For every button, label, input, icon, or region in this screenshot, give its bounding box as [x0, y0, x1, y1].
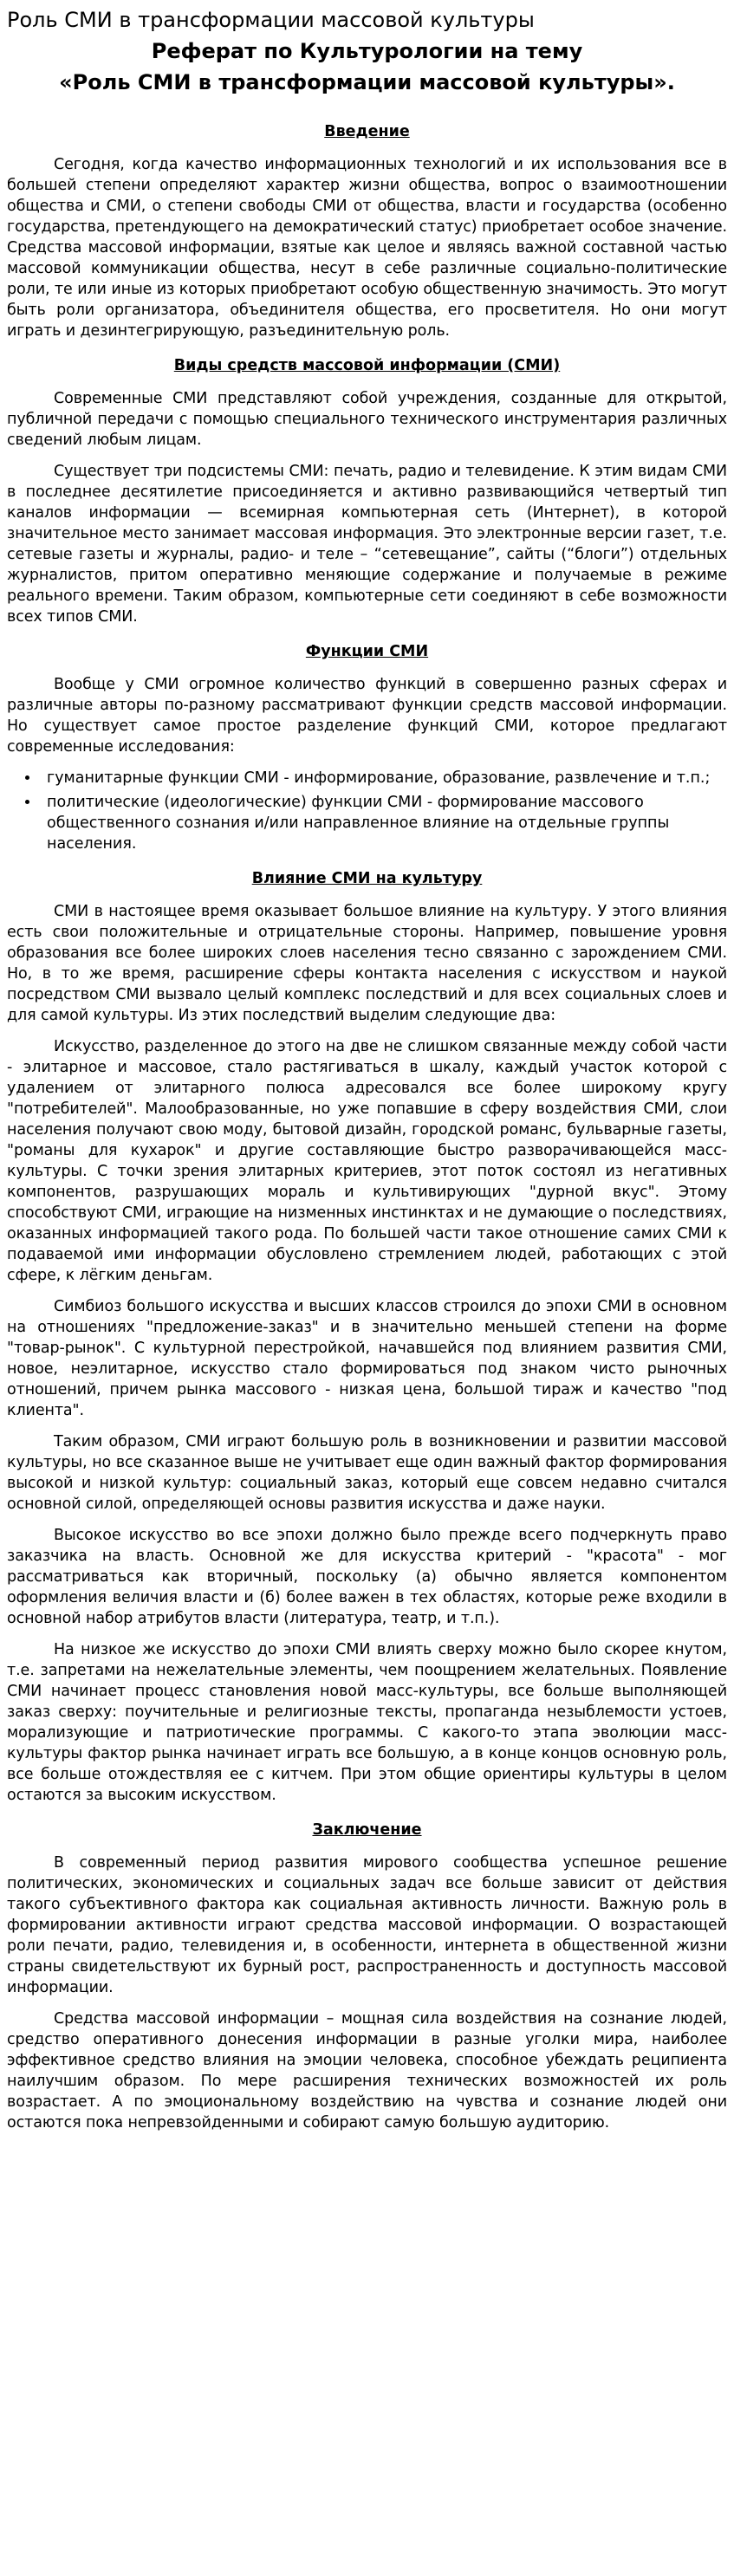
- essay-heading: Реферат по Культурологии на тему: [151, 39, 583, 63]
- list-item: • политические (идеологические) функции СМИ - формирование массового общественного сознания и/или направленное влияние на отдельные группы населения.: [40, 792, 727, 854]
- paragraph: Симбиоз большого искусства и высших классов строился до эпохи СМИ в основном на отношениях "предложение-заказ" и в значительно меньшей степени на форме "товар-рынок". С культурной перестройкой, начавшейся под влиянием развития СМИ, новое, неэлитарное, искусство стало формироваться под знаком чисто рыночных отношений, причем рынка массового - низкая цена, большой тираж и качество "под клиента".: [7, 1298, 727, 1419]
- paragraph: Существует три подсистемы СМИ: печать, радио и телевидение. К этим видам СМИ в последнее десятилетие присоединяется и активно развивающийся четвертый тип каналов информации — всемирная компьютерная сеть (Интернет), в которой значительное место занимает массовая информация. Это электронные версии газет, т.е. сетевые газеты и журналы, радио- и теле – “сетевещание”, сайты (“блоги”) отдельных журналистов, притом оперативно меняющие содержание и получаемые в режиме реального времени. Таким образом, компьютерные сети соединяют в себе возможности всех типов СМИ.: [7, 463, 727, 626]
- section-influence: [7, 868, 727, 1806]
- paragraph: Средства массовой информации – мощная сила воздействия на сознание людей, средство оперативного донесения информации в разные уголки мира, наиболее эффективное средство влияния на эмоции человека, способное убеждать реципиента наилучшим образом. По мере расширения технических возможностей их роль возрастает. А по эмоциональному воздействию на чувства и сознание людей они остаются пока непревзойденными и собирают самую большую аудиторию.: [7, 2010, 727, 2132]
- paragraph: СМИ в настоящее время оказывает большое влияние на культуру. У этого влияния есть свои положительные и отрицательные стороны. Например, повышение уровня образования все более широких слоев населения тесно связанно с зарождением СМИ. Но, в то же время, расширение сферы контакта населения с искусством и наукой посредством СМИ вызвало целый комплекс последствий и для всех социальных слоев и для самой культуры. Из этих последствий выделим следующие два:: [7, 903, 727, 1024]
- document-title: Роль СМИ в трансформации массовой культуры: [7, 8, 535, 32]
- paragraph: На низкое же искусство до эпохи СМИ влиять сверху можно было скорее кнутом, т.е. запретами на нежелательные элементы, чем поощрением желательных. Появление СМИ начинает процесс становления новой масс-культуры, все больше выполняющей заказ сверху: поучительные и религиозные тексты, пропаганда незыблемости устоев, морализующие и патриотические программы. С какого-то этапа эволюции масс-культуры фактор рынка начинает играть все большую, а в конце концов основную роль, все больше отождествляя ее с китчем. При этом общие ориентиры культуры в целом остаются за высоким искусством.: [7, 1641, 727, 1804]
- paragraph: Современные СМИ представляют собой учреждения, созданные для открытой, публичной передачи с помощью специального технического инструментария различных сведений любым лицам.: [7, 390, 727, 449]
- functions-list: [7, 768, 727, 854]
- section-title-types: Виды средств массовой информации (СМИ): [173, 357, 561, 374]
- section-title-conclusion: Заключение: [312, 1821, 422, 1839]
- section-functions: [7, 641, 727, 854]
- essay-topic: «Роль СМИ в трансформации массовой культуры».: [59, 70, 675, 94]
- section-title-intro: Введение: [324, 123, 410, 140]
- section-conclusion: [7, 1820, 727, 2133]
- section-types: [7, 355, 727, 627]
- section-title-influence: Влияние СМИ на культуру: [251, 870, 483, 887]
- section-intro: [7, 121, 727, 341]
- list-item: • гуманитарные функции СМИ - информирование, образование, развлечение и т.п.;: [40, 768, 727, 788]
- paragraph: Вообще у СМИ огромное количество функций в совершенно разных сферах и различные авторы по-разному рассматривают функции средств массовой информации. Но существует самое простое разделение функций СМИ, которое предлагают современные исследования:: [7, 676, 727, 756]
- paragraph: Высокое искусство во все эпохи должно было прежде всего подчеркнуть право заказчика на власть. Основной же для искусства критерий - "красота" - мог рассматриваться как вторичный, поскольку (а) обычно является компонентом оформления величия власти и (б) более важен в тех областях, которые реже входили в основной набор атрибутов власти (литература, театр, и т.п.).: [7, 1527, 727, 1627]
- paragraph: Искусство, разделенное до этого на две не слишком связанные между собой части - элитарное и массовое, стало растягиваться в шкалу, каждый участок которой с удалением от элитарного полюса адресовался все более широкому кругу "потребителей". Малообразованные, но уже попавшие в сферу воздействия СМИ, слои населения получают свою моду, бытовой дизайн, городской романс, бульварные газеты, "романы для кухарок" и другие составляющие быстро разворачивающейся масс-культуры. С точки зрения элитарных критериев, этот поток состоял из негативных компонентов, разрушающих мораль и культивирующих "дурной вкус". Этому способствуют СМИ, играющие на низменных инстинктах и не думающие о последствиях, оказанных информацией такого рода. По большей части такое отношение самих СМИ к подаваемой ими информации обусловлено стремлением людей, работающих с этой сфере, к лёгким деньгам.: [7, 1038, 727, 1284]
- section-title-functions: Функции СМИ: [305, 643, 429, 660]
- paragraph: Сегодня, когда качество информационных технологий и их использования все в большей степени определяют характер жизни общества, вопрос о взаимоотношении общества и СМИ, о степени свободы СМИ от общества, власти и государства (особенно государства, претендующего на демократический статус) приобретает особое значение. Средства массовой информации, взятые как целое и являясь важной составной частью массовой коммуникации общества, несут в себе различные социально-политические роли, те или иные из которых приобретают особую общественную значимость. Это могут быть роли организатора, объединителя общества, его просветителя. Но они могут играть и дезинтегрирующую, разъединительную роль.: [7, 156, 727, 340]
- paragraph: Таким образом, СМИ играют большую роль в возникновении и развитии массовой культуры, но все сказанное выше не учитывает еще один важный фактор формирования высокой и низкой культур: социальный заказ, который еще совсем недавно считался основной силой, определяющей основы развития искусства и даже науки.: [7, 1433, 727, 1513]
- paragraph: В современный период развития мирового сообщества успешное решение политических, экономических и социальных задач все больше зависит от действия такого субъективного фактора как социальная активность личности. Важную роль в формировании активности играют средства массовой информации. О возрастающей роли печати, радио, телевидения и, в особенности, интернета в общественной жизни страны свидетельствуют их бурный рост, распространенность и доступность массовой информации.: [7, 1854, 727, 1996]
